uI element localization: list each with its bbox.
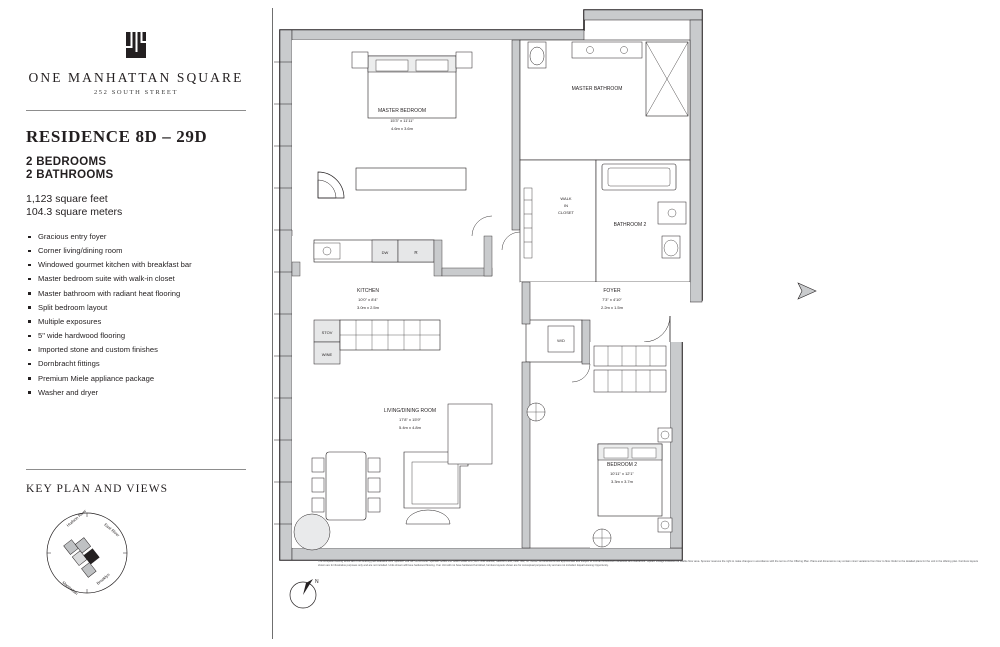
room-dim-foyer-m: 2.2m x 1.5m bbox=[600, 305, 624, 310]
room-dim-master-bedroom-m: 4.6m x 3.6m bbox=[390, 126, 414, 131]
room-dim-living-dining-ft: 17'8" x 15'9" bbox=[399, 417, 421, 422]
room-dim-kitchen-m: 3.0m x 2.5m bbox=[356, 305, 380, 310]
divider-keyplan bbox=[26, 469, 246, 470]
room-dim-bedroom-2-ft: 10'11" x 12'1" bbox=[610, 471, 634, 476]
list-item: Multiple exposures bbox=[26, 318, 246, 326]
room-dim-living-dining-m: 5.4m x 4.8m bbox=[398, 425, 422, 430]
info-panel bbox=[0, 0, 272, 647]
list-item: Split bedroom layout bbox=[26, 304, 246, 312]
list-item: 5" wide hardwood flooring bbox=[26, 332, 246, 340]
north-compass-icon bbox=[286, 573, 324, 611]
room-label-foyer: FOYER bbox=[603, 288, 621, 294]
divider-top bbox=[26, 110, 246, 111]
room-label-living-dining: LIVING/DINING ROOM bbox=[383, 408, 437, 414]
keyplan-title: KEY PLAN AND VIEWS bbox=[26, 482, 169, 495]
view-direction-arrow-icon bbox=[782, 281, 818, 306]
room-label-master-bathroom: MASTER BATHROOM bbox=[571, 86, 623, 92]
list-item: Gracious entry foyer bbox=[26, 233, 246, 241]
brand-name: ONE MANHATTAN SQUARE bbox=[28, 70, 244, 85]
keyplan-label-manhattan: Manhattan bbox=[61, 579, 80, 596]
bathrooms-count: 2 BATHROOMS bbox=[26, 169, 114, 181]
svg-text:N: N bbox=[315, 579, 319, 585]
keyplan-label-hudson: Hudson River bbox=[65, 508, 88, 528]
keyplan-diagram bbox=[32, 503, 172, 603]
room-label-master-bedroom: MASTER BEDROOM bbox=[377, 108, 427, 114]
list-item: Imported stone and custom finishes bbox=[26, 346, 246, 354]
legal-disclaimer: The complete offering terms are in an offering plan available from Sponsor. File No. CD15-0240. Sponsor: Extell 252 South Street LLC, 805 Third Avenue, Seventh Floor, New York, NY 10022. All dimensions are approximate and subject to normal construction variances and tolerances. Square footage exceeds the usable floor area. Sponsor reserves the right to make changes in accordance with the terms of the Offering Plan. Plans and dimensions may contain minor variations from floor to floor. Refer to the detailed plans for the unit in the offering plan. Furniture layouts shown are for illustrative purposes only and are not included. Units shown will have hardwood flooring. If an Unit will not have hardwood furnished, furniture layouts shown are for conceptual purposes only and are not included. Equal Housing Opportunity. bbox=[318, 560, 978, 567]
list-item: Washer and dryer bbox=[26, 389, 246, 397]
appliance-label-wine: WINE bbox=[321, 352, 333, 357]
room-dim-kitchen-ft: 10'0" x 8'4" bbox=[358, 297, 378, 302]
room-dim-bedroom-2-m: 3.3m x 3.7m bbox=[610, 479, 634, 484]
appliance-label-washer-dryer: W/D bbox=[557, 338, 565, 343]
room-label-bedroom-2: BEDROOM 2 bbox=[606, 462, 638, 468]
list-item: Corner living/dining room bbox=[26, 247, 246, 255]
area-square-meters: 104.3 square meters bbox=[26, 206, 123, 218]
room-dim-foyer-ft: 7'3" x 4'10" bbox=[602, 297, 622, 302]
appliance-label-dw: DW bbox=[381, 250, 389, 255]
building-mark-icon bbox=[121, 30, 151, 60]
room-label-walk-in-closet: WALK bbox=[560, 196, 572, 201]
bedrooms-count: 2 BEDROOMS bbox=[26, 156, 107, 168]
list-item: Premium Miele appliance package bbox=[26, 375, 246, 383]
room-label-bathroom-2: BATHROOM 2 bbox=[613, 222, 647, 228]
keyplan-label-brooklyn: Brooklyn bbox=[95, 571, 111, 586]
brand-block bbox=[26, 30, 246, 96]
list-item: Dornbracht fittings bbox=[26, 360, 246, 368]
keyplan-label-east: East River bbox=[103, 521, 121, 538]
floorplan-drawing bbox=[272, 0, 1000, 647]
area-square-feet: 1,123 square feet bbox=[26, 193, 108, 205]
list-item: Master bathroom with radiant heat flooring bbox=[26, 290, 246, 298]
room-label-walk-in-closet-3: CLOSET bbox=[557, 210, 575, 215]
appliance-label-stove: STOV bbox=[321, 330, 333, 335]
room-dim-master-bedroom-ft: 15'3" x 11'11" bbox=[390, 118, 414, 123]
appliance-label-refrigerator: R bbox=[414, 250, 418, 255]
feature-list bbox=[26, 233, 246, 397]
plan-vector bbox=[272, 0, 1000, 647]
room-label-walk-in-closet-2: IN bbox=[564, 203, 568, 208]
residence-title: RESIDENCE 8D – 29D bbox=[26, 127, 208, 146]
brand-address: 252 SOUTH STREET bbox=[93, 89, 179, 96]
list-item: Windowed gourmet kitchen with breakfast bar bbox=[26, 261, 246, 269]
list-item: Master bedroom suite with walk-in closet bbox=[26, 275, 246, 283]
room-label-kitchen: KITCHEN bbox=[357, 288, 379, 294]
